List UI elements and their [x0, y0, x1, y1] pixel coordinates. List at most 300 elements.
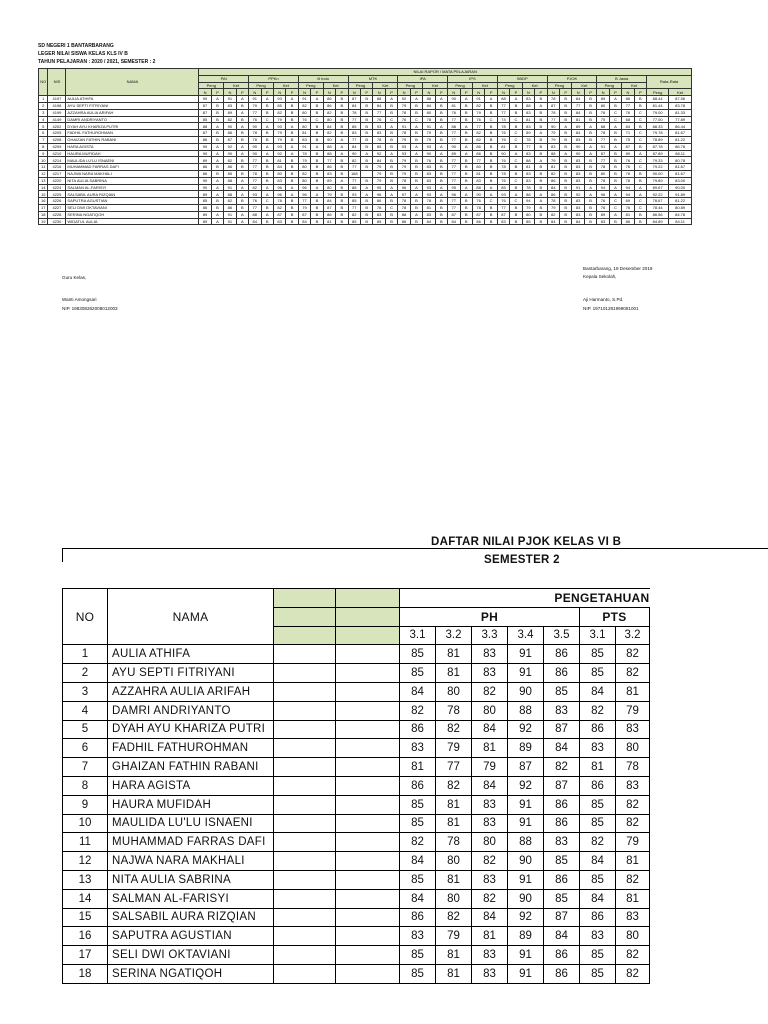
leger-value: B: [609, 164, 621, 171]
pjok-no: 4: [63, 701, 108, 720]
leger-rata-2: 87.56: [669, 96, 692, 103]
leger-value: A: [510, 96, 522, 103]
leger-value: A: [485, 96, 497, 103]
leger-value: A: [211, 157, 223, 164]
pjok-row: [63, 946, 650, 965]
leger-value: 81: [298, 130, 310, 137]
leger-np-header: N: [522, 89, 534, 96]
leger-value: 78: [249, 136, 261, 143]
leger-value: A: [460, 150, 472, 157]
pjok-value: 84: [400, 682, 436, 701]
leger-value: 88: [224, 191, 236, 198]
leger-value: B: [361, 102, 373, 109]
leger-value: B: [435, 170, 447, 177]
leger-rata-2: 86.44: [669, 123, 692, 130]
leger-value: B: [336, 191, 348, 198]
leger-value: 77: [448, 204, 460, 211]
leger-nis: 4197: [48, 96, 66, 103]
leger-value: 80: [423, 109, 435, 116]
leger-value: A: [336, 136, 348, 143]
pjok-value: 86: [544, 814, 580, 833]
leger-value: 83: [597, 218, 609, 225]
leger-value: 91: [298, 143, 310, 150]
leger-value: 83: [522, 96, 534, 103]
leger-value: 78: [373, 136, 385, 143]
leger-value: 95: [373, 184, 385, 191]
leger-value: 76: [622, 204, 634, 211]
leger-value: B: [286, 177, 298, 184]
leger-value: 77: [622, 102, 634, 109]
leger-value: 68: [622, 116, 634, 123]
leger-value: B: [261, 109, 273, 116]
leger-value: B: [361, 116, 373, 123]
leger-value: 92: [398, 96, 410, 103]
pjok-value: 91: [508, 870, 544, 889]
leger-value: 88: [472, 184, 484, 191]
leger-value: 93: [273, 123, 285, 130]
leger-value: 80: [323, 116, 335, 123]
leger-value: 79: [273, 130, 285, 137]
pjok-value: 83: [472, 870, 508, 889]
leger-value: B: [311, 130, 323, 137]
leger-value: 78: [522, 136, 534, 143]
leger-rata-2: 81.33: [669, 109, 692, 116]
pjok-nama: GHAIZAN FATHIN RABANI: [108, 758, 274, 777]
leger-value: C: [385, 116, 397, 123]
leger-value: 76: [373, 116, 385, 123]
leger-value: 90: [423, 150, 435, 157]
leger-value: 84: [572, 218, 584, 225]
leger-rata-2: 77.89: [669, 116, 692, 123]
leger-value: 90: [348, 150, 360, 157]
leger-value: 96: [448, 191, 460, 198]
pjok-value: 85: [580, 664, 616, 683]
leger-value: 81: [497, 143, 509, 150]
leger-value: A: [584, 150, 596, 157]
leger-value: B: [286, 218, 298, 225]
leger-row: [39, 116, 692, 123]
leger-value: B: [485, 177, 497, 184]
leger-value: B: [211, 102, 223, 109]
leger-value: 86: [224, 204, 236, 211]
pjok-empty-cell: [336, 682, 400, 701]
leger-value: 88: [398, 211, 410, 218]
leger-value: B: [286, 116, 298, 123]
leger-value: B: [361, 218, 373, 225]
pjok-row: [63, 776, 650, 795]
leger-value: 78: [497, 123, 509, 130]
pjok-kd-header: 3.2: [616, 626, 650, 645]
guru-nip: NIP. 198308262008012003: [62, 306, 118, 311]
place-date: Bantarbarang, 18 Desember 2019: [583, 266, 653, 271]
leger-nis: 4228: [48, 211, 66, 218]
leger-value: 89: [199, 191, 211, 198]
leger-value: B: [485, 143, 497, 150]
pjok-value: 91: [508, 946, 544, 965]
pjok-empty-cell: [336, 814, 400, 833]
leger-nis: 4198: [48, 102, 66, 109]
leger-value: 83: [273, 177, 285, 184]
leger-value: 79: [423, 130, 435, 137]
leger-value: A: [435, 184, 447, 191]
leger-value: 77: [249, 164, 261, 171]
leger-value: A: [410, 184, 422, 191]
leger-value: 86: [323, 102, 335, 109]
leger-value: A: [385, 150, 397, 157]
leger-value: 83: [572, 170, 584, 177]
leger-value: A: [435, 143, 447, 150]
leger-value: B: [410, 109, 422, 116]
leger-value: B: [261, 102, 273, 109]
leger-value: B: [560, 102, 572, 109]
pjok-empty-cell: [274, 645, 336, 664]
leger-value: 94: [522, 198, 534, 205]
leger-rata-1: 78.67: [647, 198, 669, 205]
leger-value: A: [211, 96, 223, 103]
leger-value: B: [510, 102, 522, 109]
pjok-value: 88: [508, 833, 544, 852]
leger-value: B: [361, 136, 373, 143]
leger-value: 93: [423, 143, 435, 150]
leger-np-header: P: [261, 89, 273, 96]
leger-value: 77: [472, 157, 484, 164]
leger-nama: NITA AULIA SABRINA: [66, 177, 199, 184]
leger-value: B: [336, 218, 348, 225]
leger-value: A: [584, 143, 596, 150]
leger-value: A: [286, 191, 298, 198]
leger-value: B: [336, 109, 348, 116]
leger-np-header: P: [236, 89, 248, 96]
leger-value: B: [385, 102, 397, 109]
leger-value: 82: [472, 136, 484, 143]
leger-value: 87: [448, 211, 460, 218]
leger-value: B: [510, 204, 522, 211]
leger-value: 90: [249, 150, 261, 157]
pjok-no: 2: [63, 664, 108, 683]
leger-value: B: [460, 102, 472, 109]
leger-np-header: N: [224, 89, 236, 96]
leger-np-header: P: [361, 89, 373, 96]
leger-value: 85: [348, 198, 360, 205]
leger-value: A: [261, 96, 273, 103]
leger-np-header: P: [535, 89, 547, 96]
leger-value: A: [535, 102, 547, 109]
leger-row: [39, 184, 692, 191]
leger-value: B: [211, 109, 223, 116]
pjok-nama: MUHAMMAD FARRAS DAFI: [108, 833, 274, 852]
leger-value: 77: [249, 157, 261, 164]
leger-value: B: [485, 130, 497, 137]
pjok-empty-cell: [336, 758, 400, 777]
pjok-value: 84: [580, 889, 616, 908]
leger-rata-1: 79.89: [647, 177, 669, 184]
leger-no: 8: [39, 143, 48, 150]
pjok-value: 91: [508, 964, 544, 983]
leger-value: 88: [597, 123, 609, 130]
leger-value: B: [211, 130, 223, 137]
leger-value: 82: [472, 102, 484, 109]
leger-value: 85: [199, 116, 211, 123]
leger-value: 83: [224, 102, 236, 109]
leger-value: 83: [522, 177, 534, 184]
leger-value: C: [311, 116, 323, 123]
pjok-green-cell: [336, 607, 400, 626]
pjok-no: 1: [63, 645, 108, 664]
leger-value: 79: [547, 157, 559, 164]
pjok-value: 85: [580, 964, 616, 983]
pjok-empty-cell: [274, 682, 336, 701]
guru-label: Guru Kelas,: [62, 275, 87, 280]
leger-value: 77: [448, 177, 460, 184]
leger-subject-header: B Indo: [298, 75, 348, 82]
leger-value: 96: [597, 191, 609, 198]
leger-value: B: [410, 198, 422, 205]
leger-value: B: [584, 116, 596, 123]
leger-value: B: [286, 157, 298, 164]
leger-value: A: [634, 184, 646, 191]
leger-value: A: [410, 211, 422, 218]
pjok-value: 79: [436, 927, 472, 946]
leger-value: B: [311, 109, 323, 116]
leger-rata-1: 78.44: [647, 204, 669, 211]
leger-value: 79: [522, 204, 534, 211]
leger-value: 88: [373, 96, 385, 103]
pjok-value: 83: [472, 946, 508, 965]
leger-value: B: [560, 136, 572, 143]
pjok-value: 91: [508, 814, 544, 833]
leger-value: 93: [398, 150, 410, 157]
leger-value: B: [460, 211, 472, 218]
leger-np-header: N: [249, 89, 261, 96]
leger-value: 87: [472, 211, 484, 218]
leger-value: [361, 170, 373, 177]
leger-value: A: [385, 191, 397, 198]
leger-value: B: [560, 204, 572, 211]
pjok-row: [63, 852, 650, 871]
leger-value: 77: [298, 198, 310, 205]
leger-value: 81: [572, 116, 584, 123]
leger-value: 84: [323, 198, 335, 205]
leger-rata-2: 84.78: [669, 211, 692, 218]
leger-value: B: [361, 164, 373, 171]
leger-value: 76: [497, 157, 509, 164]
leger-value: B: [535, 184, 547, 191]
leger-rata-1: 90.00: [647, 170, 669, 177]
leger-value: 77: [249, 204, 261, 211]
pjok-nama: HARA AGISTA: [108, 776, 274, 795]
leger-value: A: [435, 123, 447, 130]
pjok-empty-cell: [274, 908, 336, 927]
pjok-value: 85: [400, 964, 436, 983]
leger-value: 85: [373, 218, 385, 225]
leger-value: B: [460, 170, 472, 177]
leger-value: B: [535, 204, 547, 211]
pjok-value: 83: [616, 720, 650, 739]
leger-value: C: [634, 116, 646, 123]
leger-value: B: [336, 157, 348, 164]
leger-value: 84: [547, 218, 559, 225]
leger-value: A: [236, 150, 248, 157]
leger-value: 93: [423, 184, 435, 191]
leger-value: B: [435, 102, 447, 109]
leger-no: 10: [39, 157, 48, 164]
pjok-value: 81: [436, 964, 472, 983]
leger-no: 13: [39, 177, 48, 184]
leger-value: 76: [597, 204, 609, 211]
leger-value: B: [435, 136, 447, 143]
leger-value: B: [236, 204, 248, 211]
leger-value: 88: [497, 96, 509, 103]
leger-value: 78: [348, 109, 360, 116]
leger-np-header: N: [398, 89, 410, 96]
leger-row: [39, 198, 692, 205]
leger-value: B: [609, 157, 621, 164]
leger-value: 88: [547, 150, 559, 157]
leger-value: 76: [497, 136, 509, 143]
leger-value: 86: [398, 218, 410, 225]
leger-value: B: [460, 198, 472, 205]
leger-value: C: [510, 116, 522, 123]
leger-value: B: [584, 130, 596, 137]
pjok-value: 84: [580, 682, 616, 701]
leger-value: 90: [472, 191, 484, 198]
leger-rata-2: 80.89: [669, 204, 692, 211]
leger-value: 79: [323, 191, 335, 198]
leger-value: B: [311, 136, 323, 143]
leger-row: [39, 177, 692, 184]
leger-rata-1: 88.33: [647, 123, 669, 130]
leger-value: 76: [472, 198, 484, 205]
leger-value: B: [460, 204, 472, 211]
leger-value: B: [535, 218, 547, 225]
leger-value: 88: [522, 102, 534, 109]
leger-np-header: N: [448, 89, 460, 96]
leger-value: 83: [423, 170, 435, 177]
leger-ket-header: Ket: [622, 82, 647, 89]
leger-value: B: [435, 198, 447, 205]
pjok-green-cell: [336, 626, 400, 645]
leger-value: 83: [323, 170, 335, 177]
leger-value: 78: [398, 204, 410, 211]
leger-value: B: [535, 136, 547, 143]
leger-value: 86: [547, 191, 559, 198]
pjok-value: 83: [616, 908, 650, 927]
leger-value: 79: [547, 130, 559, 137]
leger-col-nis: NIS: [48, 69, 66, 96]
pjok-empty-cell: [274, 852, 336, 871]
leger-value: 86: [622, 96, 634, 103]
leger-row: [39, 170, 692, 177]
leger-subject-header: MTK: [348, 75, 398, 82]
leger-rata-1: 92.22: [647, 191, 669, 198]
leger-value: 80: [273, 170, 285, 177]
leger-value: 79: [547, 136, 559, 143]
leger-value: A: [211, 184, 223, 191]
pjok-value: 82: [580, 833, 616, 852]
leger-value: 77: [348, 116, 360, 123]
pjok-value: 84: [400, 889, 436, 908]
leger-value: 78: [597, 130, 609, 137]
leger-value: B: [286, 211, 298, 218]
leger-value: B: [485, 102, 497, 109]
leger-value: B: [560, 191, 572, 198]
leger-np-header: N: [199, 89, 211, 96]
pjok-value: 81: [436, 645, 472, 664]
leger-value: 77: [497, 102, 509, 109]
leger-value: 77: [472, 123, 484, 130]
leger-rata-1: 79.78: [647, 130, 669, 137]
leger-value: 85: [497, 184, 509, 191]
leger-value: 79: [373, 170, 385, 177]
leger-value: B: [634, 96, 646, 103]
pjok-value: 78: [436, 833, 472, 852]
leger-peng-header: Peng: [597, 82, 622, 89]
leger-value: A: [435, 191, 447, 198]
leger-nis: 4230: [48, 218, 66, 225]
pjok-kd-header: 3.4: [508, 626, 544, 645]
leger-nis: 4220: [48, 177, 66, 184]
guru-name: Wanti Amongsari: [62, 297, 97, 302]
pjok-green-cell: [274, 589, 336, 608]
leger-value: A: [261, 123, 273, 130]
leger-value: B: [211, 198, 223, 205]
leger-value: B: [485, 204, 497, 211]
leger-rata-2: 81.22: [669, 136, 692, 143]
leger-value: 83: [522, 123, 534, 130]
leger-value: 78: [472, 204, 484, 211]
pjok-nama: AZZAHRA AULIA ARIFAH: [108, 682, 274, 701]
leger-value: B: [460, 164, 472, 171]
leger-value: 90: [448, 143, 460, 150]
leger-value: 82: [348, 157, 360, 164]
leger-value: 77: [348, 177, 360, 184]
leger-value: A: [336, 150, 348, 157]
pjok-value: 81: [616, 682, 650, 701]
pjok-empty-cell: [336, 701, 400, 720]
leger-value: 78: [547, 96, 559, 103]
leger-value: 83: [572, 204, 584, 211]
pjok-value: 83: [400, 927, 436, 946]
leger-value: B: [361, 157, 373, 164]
leger-value: B: [435, 211, 447, 218]
leger-nama: SALMAN AL-FARISYI: [66, 184, 199, 191]
pjok-value: 86: [400, 720, 436, 739]
leger-value: 81: [522, 116, 534, 123]
pjok-value: 83: [400, 739, 436, 758]
leger-value: B: [560, 198, 572, 205]
pjok-value: 82: [580, 701, 616, 720]
pjok-value: 86: [400, 908, 436, 927]
pjok-row: [63, 964, 650, 983]
leger-value: B: [385, 143, 397, 150]
leger-value: B: [535, 96, 547, 103]
pjok-value: 85: [544, 852, 580, 871]
leger-value: 90: [497, 150, 509, 157]
pjok-value: 83: [544, 701, 580, 720]
pjok-value: 84: [400, 852, 436, 871]
leger-value: B: [560, 177, 572, 184]
leger-value: 91: [398, 123, 410, 130]
leger-value: B: [361, 96, 373, 103]
leger-value: 87: [597, 150, 609, 157]
leger-value: C: [634, 198, 646, 205]
leger-value: 78: [423, 198, 435, 205]
kepala-name: Aji Harmanto, S.Pd.: [583, 297, 624, 302]
leger-nama: HARA AGISTA: [66, 143, 199, 150]
leger-value: 93: [273, 96, 285, 103]
leger-value: B: [261, 204, 273, 211]
leger-row: [39, 218, 692, 225]
